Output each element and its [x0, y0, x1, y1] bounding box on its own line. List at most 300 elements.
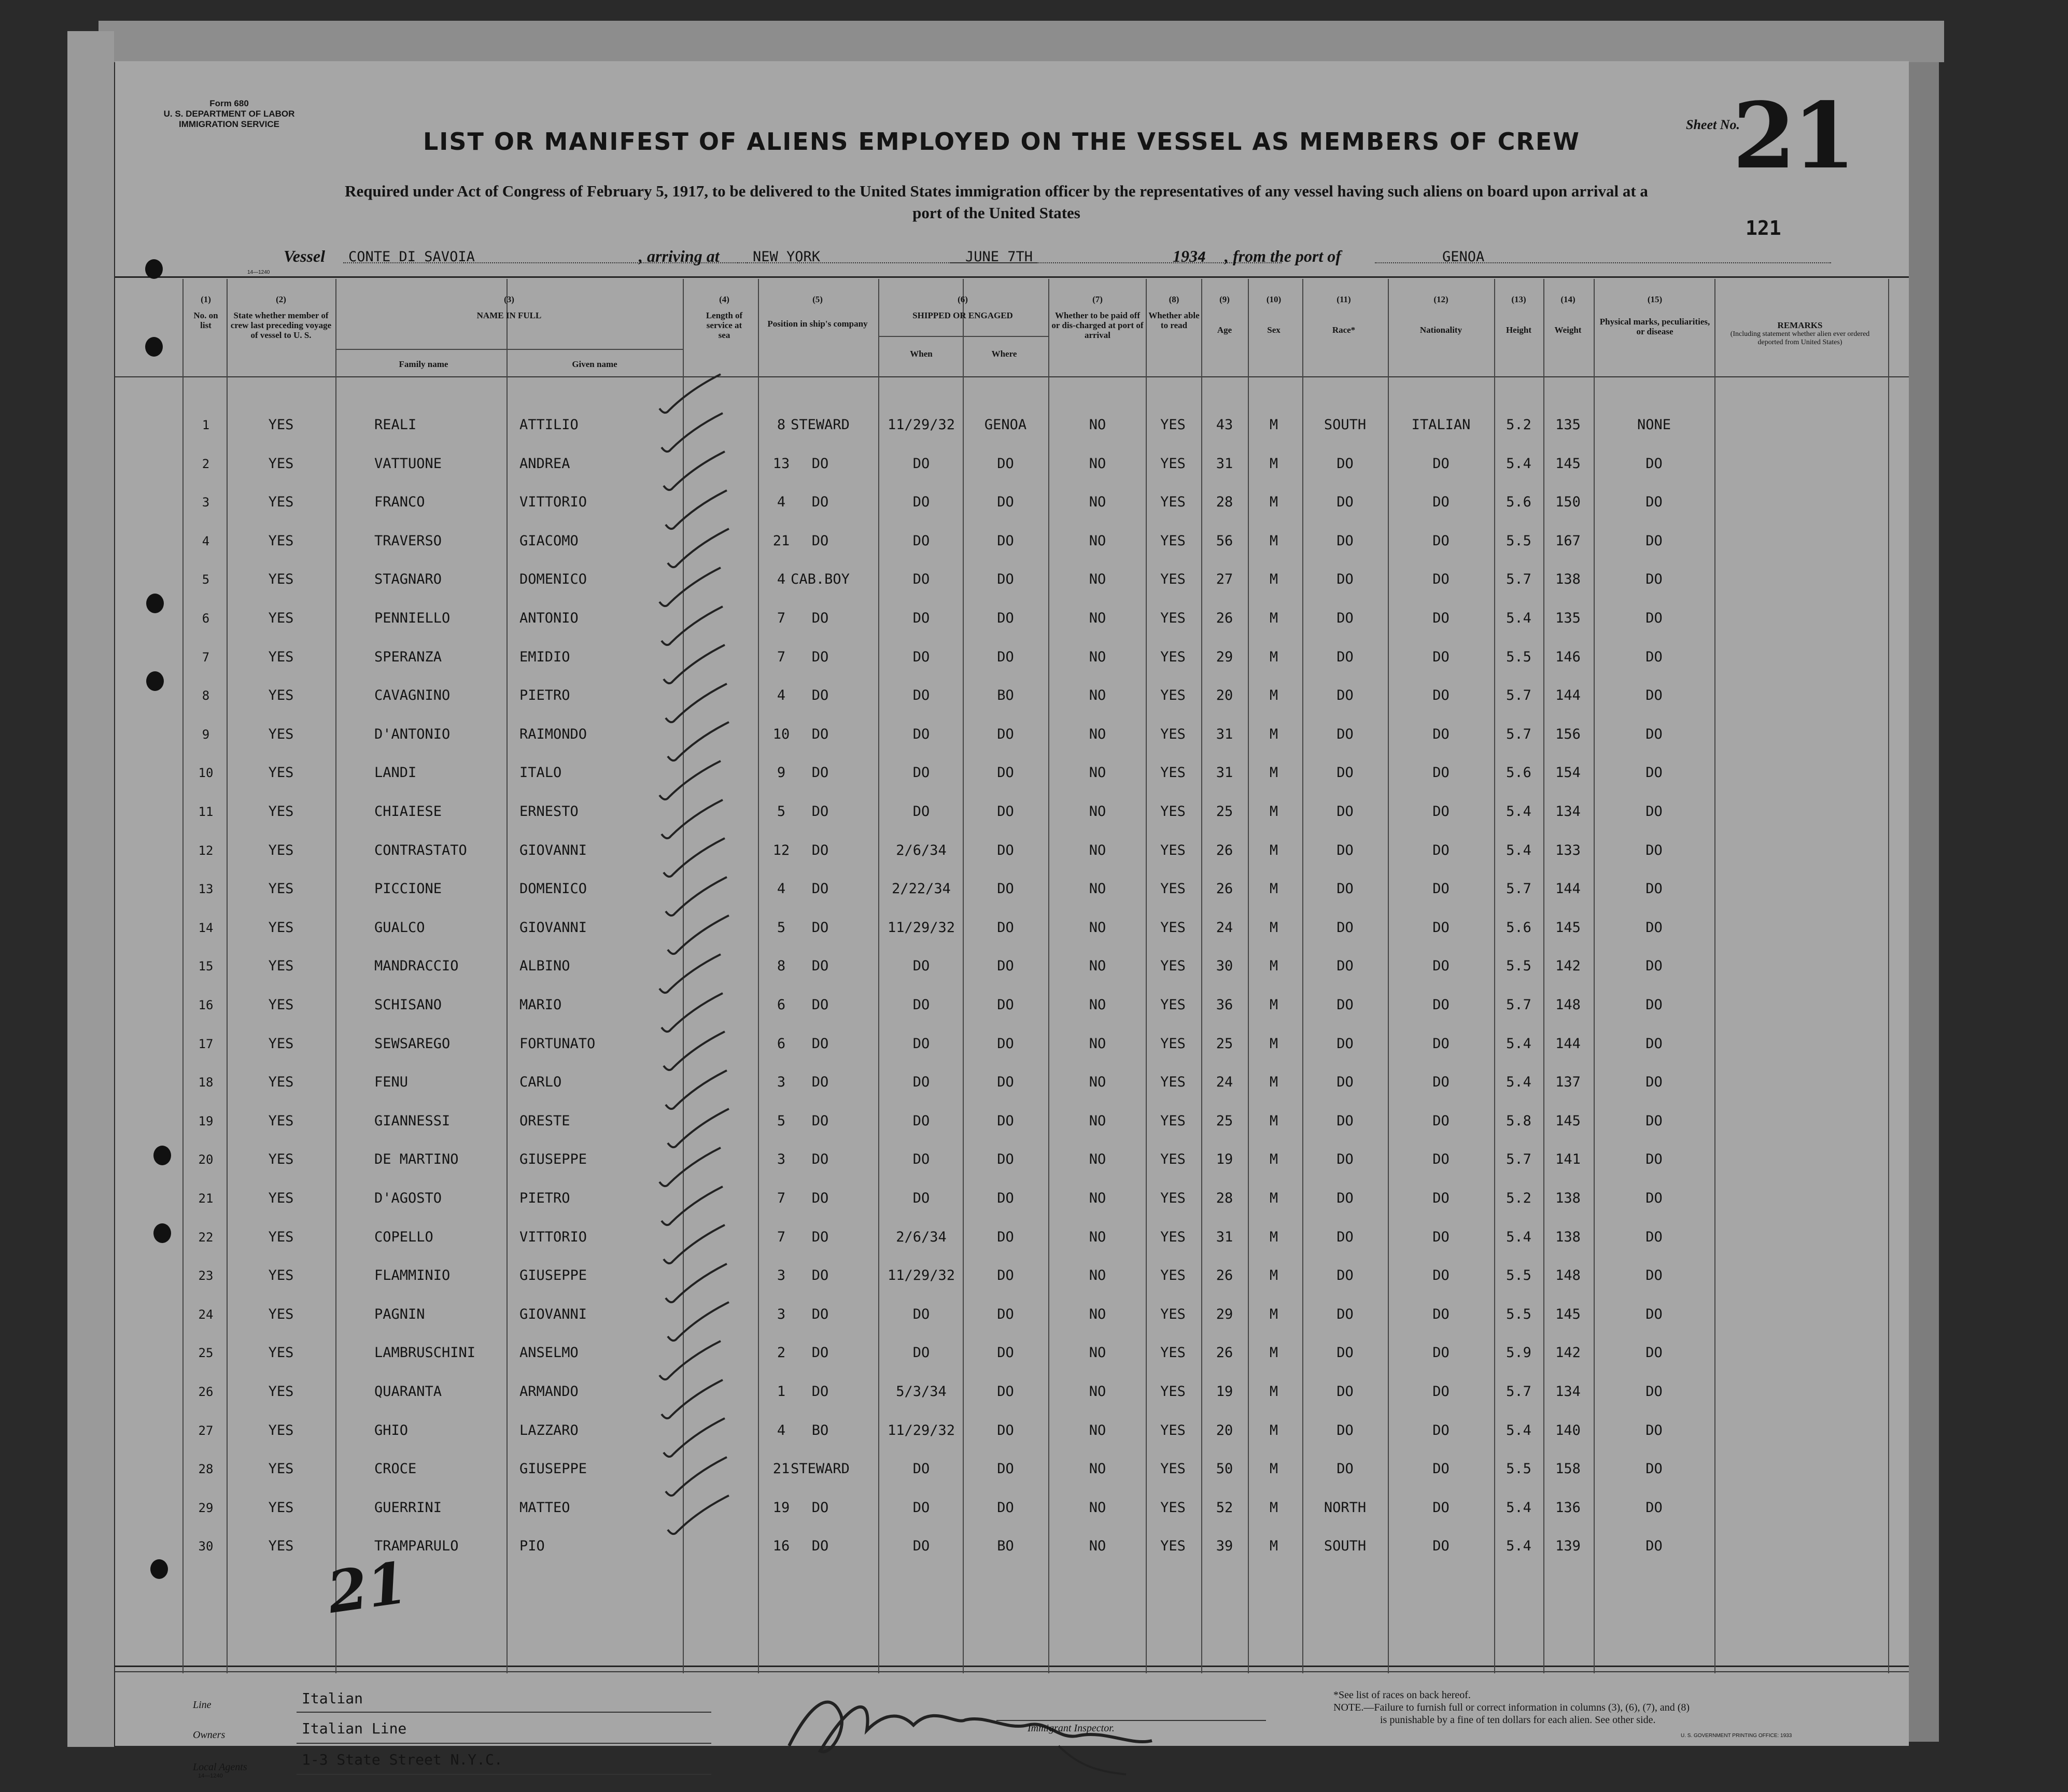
cell-nat: DO — [1432, 881, 1450, 897]
row-number: 22 — [198, 1230, 214, 1245]
cell-nat: DO — [1432, 1036, 1450, 1052]
line-value: Italian — [302, 1690, 363, 1707]
cell-given: MARIO — [519, 997, 562, 1013]
punch-hole-2 — [145, 337, 163, 357]
cell-given: VITTORIO — [519, 1229, 587, 1245]
cell-race: DO — [1337, 571, 1354, 587]
cell-sex: M — [1269, 456, 1278, 472]
cell-member: YES — [268, 765, 294, 781]
row-number: 4 — [202, 534, 210, 548]
cell-sex: M — [1269, 1229, 1278, 1245]
check-mark — [668, 1302, 729, 1341]
cell-when: 2/6/34 — [896, 1229, 947, 1245]
cell-member: YES — [268, 687, 294, 703]
cell-sex: M — [1269, 1074, 1278, 1090]
column-rule-17 — [1714, 279, 1715, 1673]
punch-hole-7 — [150, 1559, 168, 1579]
cell-member: YES — [268, 1422, 294, 1438]
cell-height: 5.7 — [1506, 1151, 1531, 1167]
column-rule-0 — [182, 279, 184, 1673]
cell-marks: DO — [1645, 726, 1663, 742]
cell-when: DO — [912, 1190, 930, 1206]
check-mark — [666, 490, 727, 529]
cell-given: ITALO — [519, 765, 562, 781]
row-number: 27 — [198, 1423, 214, 1438]
cell-paid: NO — [1089, 1036, 1106, 1052]
cell-position: STEWARD — [791, 1461, 850, 1477]
cell-nat: DO — [1432, 1151, 1450, 1167]
check-mark — [659, 761, 721, 799]
cell-position: DO — [811, 726, 829, 742]
cell-family: D'ANTONIO — [374, 726, 451, 742]
cell-height: 5.4 — [1506, 803, 1531, 820]
manifest-sheet — [115, 61, 1909, 1779]
cell-service: 8 — [777, 417, 786, 433]
cell-given: EMIDIO — [519, 649, 570, 665]
cell-member: YES — [268, 1306, 294, 1322]
cell-paid: NO — [1089, 1422, 1106, 1438]
cell-paid: NO — [1089, 1190, 1106, 1206]
cell-given: DOMENICO — [519, 881, 587, 897]
cell-where: DO — [997, 1267, 1014, 1283]
cell-race: DO — [1337, 958, 1354, 974]
cell-age: 39 — [1216, 1538, 1233, 1554]
cell-weight: 135 — [1555, 610, 1581, 626]
cell-marks: DO — [1645, 494, 1663, 510]
cell-age: 26 — [1216, 1345, 1233, 1361]
row-number: 16 — [198, 998, 214, 1012]
header-c9: (9) Age — [1217, 294, 1232, 335]
cell-weight: 145 — [1555, 456, 1581, 472]
cell-height: 5.4 — [1506, 1036, 1531, 1052]
cell-given: GIACOMO — [519, 533, 579, 549]
cell-weight: 145 — [1555, 1306, 1581, 1322]
cell-position: DO — [811, 649, 829, 665]
cell-sex: M — [1269, 417, 1278, 433]
cell-race: DO — [1337, 1306, 1354, 1322]
cell-position: DO — [811, 1074, 829, 1090]
cell-when: DO — [912, 803, 930, 820]
cell-when: DO — [912, 571, 930, 587]
header-c15: (15) Physical marks, peculiarities, or disease — [1599, 294, 1710, 336]
cell-position: DO — [811, 687, 829, 703]
cell-family: LANDI — [374, 765, 417, 781]
check-mark — [668, 1109, 729, 1147]
check-mark — [662, 606, 723, 645]
cell-sex: M — [1269, 1422, 1278, 1438]
cell-weight: 142 — [1555, 958, 1581, 974]
header-c5: (5) Position in ship's company — [767, 294, 868, 329]
cell-when: DO — [912, 494, 930, 510]
cell-nat: DO — [1432, 1113, 1450, 1129]
cell-race: SOUTH — [1324, 417, 1367, 433]
cell-marks: DO — [1645, 920, 1663, 936]
cell-height: 5.7 — [1506, 881, 1531, 897]
cell-height: 5.4 — [1506, 842, 1531, 858]
cell-given: ARMANDO — [519, 1384, 579, 1400]
row-number: 8 — [202, 688, 210, 703]
cell-marks: DO — [1645, 1036, 1663, 1052]
cell-read: YES — [1160, 1461, 1186, 1477]
cell-sex: M — [1269, 1345, 1278, 1361]
cell-weight: 141 — [1555, 1151, 1581, 1167]
agents-value: 1-3 State Street N.Y.C. — [302, 1751, 503, 1768]
check-mark — [668, 1495, 729, 1534]
cell-position: DO — [811, 1190, 829, 1206]
cell-service: 2 — [777, 1345, 786, 1361]
cell-race: DO — [1337, 456, 1354, 472]
cell-family: LAMBRUSCHINI — [374, 1345, 476, 1361]
cell-weight: 138 — [1555, 571, 1581, 587]
header-c13: (13) Height — [1506, 294, 1532, 335]
cell-service: 6 — [777, 1036, 786, 1052]
cell-service: 16 — [772, 1538, 790, 1554]
cell-family: VATTUONE — [374, 456, 442, 472]
row-number: 25 — [198, 1346, 214, 1360]
cell-sex: M — [1269, 1306, 1278, 1322]
row-number: 3 — [202, 495, 210, 510]
cell-race: DO — [1337, 494, 1354, 510]
cell-sex: M — [1269, 958, 1278, 974]
cell-read: YES — [1160, 571, 1186, 587]
cell-age: 31 — [1216, 456, 1233, 472]
check-mark — [664, 1032, 725, 1070]
cell-marks: DO — [1645, 765, 1663, 781]
year-label: 1934 — [1173, 247, 1206, 265]
check-mark — [662, 800, 723, 838]
cell-nat: DO — [1432, 958, 1450, 974]
sheet-label: Sheet No. — [1686, 117, 1740, 132]
vessel-label: Vessel — [284, 247, 325, 265]
arrival-port: NEW YORK — [753, 249, 821, 265]
cell-when: DO — [912, 1538, 930, 1554]
cell-nat: DO — [1432, 726, 1450, 742]
cell-read: YES — [1160, 803, 1186, 820]
cell-height: 5.6 — [1506, 765, 1531, 781]
row-number: 2 — [202, 457, 210, 471]
cell-when: DO — [912, 456, 930, 472]
cell-given: PIETRO — [519, 687, 570, 703]
cell-when: DO — [912, 726, 930, 742]
cell-age: 26 — [1216, 610, 1233, 626]
cell-family: GUERRINI — [374, 1500, 442, 1516]
cell-sex: M — [1269, 494, 1278, 510]
cell-marks: DO — [1645, 1113, 1663, 1129]
cell-paid: NO — [1089, 958, 1106, 974]
cell-given: DOMENICO — [519, 571, 587, 587]
cell-weight: 145 — [1555, 920, 1581, 936]
cell-given: PIO — [519, 1538, 545, 1554]
cell-nat: DO — [1432, 842, 1450, 858]
cell-member: YES — [268, 1345, 294, 1361]
cell-race: NORTH — [1324, 1500, 1367, 1516]
cell-position: DO — [811, 1229, 829, 1245]
cell-sex: M — [1269, 1036, 1278, 1052]
cell-position: DO — [811, 997, 829, 1013]
cell-sex: M — [1269, 765, 1278, 781]
cell-member: YES — [268, 1267, 294, 1283]
cell-member: YES — [268, 842, 294, 858]
cell-race: DO — [1337, 649, 1354, 665]
cell-race: DO — [1337, 920, 1354, 936]
cell-when: DO — [912, 1036, 930, 1052]
cell-age: 30 — [1216, 958, 1233, 974]
cell-nat: DO — [1432, 1229, 1450, 1245]
row-number: 23 — [198, 1268, 214, 1283]
cell-family: FLAMMINIO — [374, 1267, 451, 1283]
cell-marks: DO — [1645, 533, 1663, 549]
cell-member: YES — [268, 610, 294, 626]
cell-paid: NO — [1089, 881, 1106, 897]
cell-family: PAGNIN — [374, 1306, 425, 1322]
cell-when: 5/3/34 — [896, 1384, 947, 1400]
cell-family: FRANCO — [374, 494, 425, 510]
cell-nat: DO — [1432, 456, 1450, 472]
cell-read: YES — [1160, 997, 1186, 1013]
cell-position: DO — [811, 1345, 829, 1361]
cell-given: ERNESTO — [519, 803, 579, 820]
cell-paid: NO — [1089, 920, 1106, 936]
check-mark — [659, 374, 721, 413]
check-mark — [668, 529, 729, 567]
cell-height: 5.4 — [1506, 456, 1531, 472]
cell-when: DO — [912, 533, 930, 549]
cell-nat: DO — [1432, 1306, 1450, 1322]
cell-weight: 134 — [1555, 803, 1581, 820]
column-rule-18 — [1888, 279, 1889, 1673]
cell-weight: 158 — [1555, 1461, 1581, 1477]
cell-member: YES — [268, 958, 294, 974]
cell-read: YES — [1160, 533, 1186, 549]
cell-position: DO — [811, 456, 829, 472]
cell-family: REALI — [374, 417, 417, 433]
cell-marks: DO — [1645, 997, 1663, 1013]
row-number: 10 — [198, 766, 214, 780]
cell-when: DO — [912, 958, 930, 974]
cell-age: 28 — [1216, 494, 1233, 510]
cell-when: DO — [912, 610, 930, 626]
cell-read: YES — [1160, 765, 1186, 781]
cell-sex: M — [1269, 1500, 1278, 1516]
cell-race: DO — [1337, 1422, 1354, 1438]
cell-where: DO — [997, 571, 1014, 587]
cell-service: 1 — [777, 1384, 786, 1400]
cell-marks: DO — [1645, 958, 1663, 974]
cell-given: GIOVANNI — [519, 920, 587, 936]
cell-age: 24 — [1216, 1074, 1233, 1090]
cell-height: 5.7 — [1506, 997, 1531, 1013]
cell-marks: DO — [1645, 1074, 1663, 1090]
cell-height: 5.5 — [1506, 958, 1531, 974]
row-number: 13 — [198, 882, 214, 896]
row-number: 11 — [198, 805, 214, 819]
cell-height: 5.5 — [1506, 1461, 1531, 1477]
cell-service: 8 — [777, 958, 786, 974]
table-top-rule — [115, 276, 1909, 278]
cell-marks: DO — [1645, 1422, 1663, 1438]
owners-label: Owners — [193, 1729, 226, 1741]
cell-nat: ITALIAN — [1411, 417, 1471, 433]
sheet-number: 21 — [1733, 83, 1853, 189]
cell-nat: DO — [1432, 1461, 1450, 1477]
cell-service: 19 — [772, 1500, 790, 1516]
cell-race: DO — [1337, 1036, 1354, 1052]
check-mark — [664, 645, 725, 683]
cell-where: DO — [997, 1306, 1014, 1322]
cell-position: DO — [811, 1151, 829, 1167]
row-number: 30 — [198, 1539, 214, 1554]
cell-when: DO — [912, 997, 930, 1013]
header-c12: (12) Nationality — [1419, 294, 1462, 335]
check-mark — [659, 568, 721, 606]
cell-service: 3 — [777, 1267, 786, 1283]
cell-read: YES — [1160, 1151, 1186, 1167]
header-c6-where: Where — [991, 349, 1017, 359]
check-mark — [659, 1341, 721, 1379]
cell-height: 5.4 — [1506, 1500, 1531, 1516]
cell-family: CHIAIESE — [374, 803, 442, 820]
cell-position: DO — [811, 958, 829, 974]
cell-marks: DO — [1645, 842, 1663, 858]
row-number: 5 — [202, 572, 210, 587]
cell-age: 27 — [1216, 571, 1233, 587]
cell-sex: M — [1269, 881, 1278, 897]
row-number: 12 — [198, 843, 214, 858]
cell-height: 5.5 — [1506, 1267, 1531, 1283]
cell-member: YES — [268, 803, 294, 820]
agents-code: 14—1240 — [198, 1773, 223, 1779]
cell-given: PIETRO — [519, 1190, 570, 1206]
cell-age: 29 — [1216, 649, 1233, 665]
cell-when: DO — [912, 687, 930, 703]
cell-family: GIANNESSI — [374, 1113, 451, 1129]
cell-sex: M — [1269, 997, 1278, 1013]
cell-paid: NO — [1089, 1345, 1106, 1361]
cell-member: YES — [268, 456, 294, 472]
cell-paid: NO — [1089, 1384, 1106, 1400]
from-label: , from the port of — [1225, 247, 1341, 265]
cell-family: SEWSAREGO — [374, 1036, 451, 1052]
cell-read: YES — [1160, 1384, 1186, 1400]
table-bottom-rule — [115, 1666, 1909, 1667]
cell-read: YES — [1160, 1036, 1186, 1052]
cell-paid: NO — [1089, 1306, 1106, 1322]
cell-read: YES — [1160, 494, 1186, 510]
cell-where: DO — [997, 842, 1014, 858]
cell-read: YES — [1160, 610, 1186, 626]
handwritten-total: 21 — [323, 1548, 412, 1627]
check-mark — [666, 1457, 727, 1495]
cell-nat: DO — [1432, 997, 1450, 1013]
header-bottom-rule — [115, 376, 1909, 377]
check-mark — [659, 954, 721, 993]
cell-read: YES — [1160, 881, 1186, 897]
cell-race: DO — [1337, 997, 1354, 1013]
cell-height: 5.5 — [1506, 1306, 1531, 1322]
cell-when: 11/29/32 — [887, 1422, 955, 1438]
cell-position: DO — [811, 1113, 829, 1129]
cell-family: GHIO — [374, 1422, 409, 1438]
cell-when: DO — [912, 1345, 930, 1361]
cell-height: 5.7 — [1506, 687, 1531, 703]
cell-given: VITTORIO — [519, 494, 587, 510]
cell-nat: DO — [1432, 571, 1450, 587]
cell-height: 5.5 — [1506, 533, 1531, 549]
cell-read: YES — [1160, 1345, 1186, 1361]
small-code: 14—1240 — [247, 270, 270, 275]
cell-where: DO — [997, 881, 1014, 897]
cell-height: 5.5 — [1506, 649, 1531, 665]
header-c16: REMARKS (Including statement whether alien ever ordered deported from United States) — [1730, 320, 1870, 346]
check-mark — [659, 1148, 721, 1186]
check-mark — [662, 1187, 723, 1225]
cell-given: ORESTE — [519, 1113, 570, 1129]
cell-paid: NO — [1089, 726, 1106, 742]
cell-sex: M — [1269, 920, 1278, 936]
cell-race: DO — [1337, 726, 1354, 742]
cell-position: DO — [811, 881, 829, 897]
cell-when: DO — [912, 765, 930, 781]
cell-nat: DO — [1432, 1345, 1450, 1361]
check-mark — [662, 993, 723, 1032]
cell-read: YES — [1160, 726, 1186, 742]
header-c14: (14) Weight — [1554, 294, 1582, 335]
cell-given: MATTEO — [519, 1500, 570, 1516]
row-number: 29 — [198, 1501, 214, 1515]
row-number: 18 — [198, 1075, 214, 1090]
cell-sex: M — [1269, 649, 1278, 665]
cell-where: DO — [997, 1345, 1014, 1361]
cell-weight: 156 — [1555, 726, 1581, 742]
cell-member: YES — [268, 1190, 294, 1206]
cell-service: 4 — [777, 881, 786, 897]
check-mark — [666, 1264, 727, 1302]
cell-paid: NO — [1089, 765, 1106, 781]
cell-weight: 133 — [1555, 842, 1581, 858]
header-c3: (3) NAME IN FULL — [476, 294, 542, 320]
cell-height: 5.4 — [1506, 1229, 1531, 1245]
cell-marks: DO — [1645, 1461, 1663, 1477]
cell-where: BO — [997, 1538, 1014, 1554]
row-number: 17 — [198, 1037, 214, 1051]
cell-read: YES — [1160, 1074, 1186, 1090]
cell-read: YES — [1160, 1229, 1186, 1245]
cell-weight: 144 — [1555, 687, 1581, 703]
header-c1: (1) No. on list — [193, 294, 218, 330]
cell-race: DO — [1337, 687, 1354, 703]
cell-sex: M — [1269, 1113, 1278, 1129]
arriving-label: , arriving at — [639, 247, 720, 265]
cell-nat: DO — [1432, 803, 1450, 820]
cell-height: 5.4 — [1506, 1074, 1531, 1090]
cell-age: 28 — [1216, 1190, 1233, 1206]
cell-paid: NO — [1089, 494, 1106, 510]
cell-race: DO — [1337, 533, 1354, 549]
cell-family: COPELLO — [374, 1229, 433, 1245]
row-number: 24 — [198, 1307, 214, 1322]
cell-nat: DO — [1432, 920, 1450, 936]
cell-service: 13 — [772, 456, 790, 472]
cell-member: YES — [268, 417, 294, 433]
cell-given: ATTILIO — [519, 417, 579, 433]
cell-where: DO — [997, 803, 1014, 820]
line-label: Line — [193, 1699, 212, 1711]
cell-given: LAZZARO — [519, 1422, 579, 1438]
cell-family: STAGNARO — [374, 571, 442, 587]
row-number: 6 — [202, 611, 210, 626]
cell-weight: 150 — [1555, 494, 1581, 510]
cell-position: DO — [811, 1267, 829, 1283]
